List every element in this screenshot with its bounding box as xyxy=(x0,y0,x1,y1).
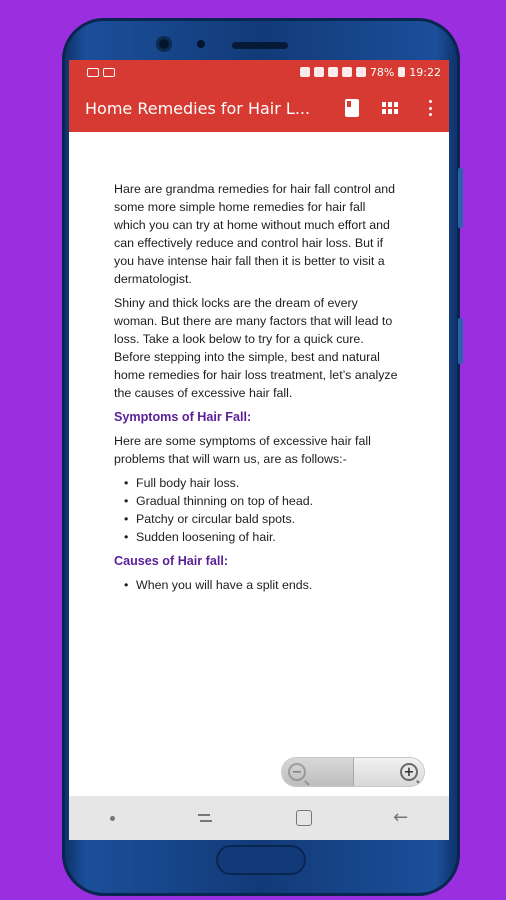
grid-button[interactable] xyxy=(381,99,399,117)
volume-button xyxy=(458,168,463,228)
mute-icon xyxy=(314,67,324,77)
gallery-notification-icon xyxy=(103,68,115,77)
zoom-in-icon: + xyxy=(400,763,418,781)
article-content xyxy=(114,180,399,600)
home-icon[interactable] xyxy=(296,810,312,826)
causes-list xyxy=(114,576,399,594)
grid-icon xyxy=(382,102,398,114)
back-icon[interactable]: ← xyxy=(393,807,409,828)
zoom-out-button[interactable] xyxy=(282,758,354,786)
intro-paragraph: Hare are grandma remedies for hair fall control and some more simple home remedies for hair fall which you can try at home without much effort and can effectively reduce and control hair loss. But if you have intense hair fall then it is better to visit a dermatologist. xyxy=(114,182,395,286)
symptoms-list xyxy=(114,474,399,546)
second-paragraph: Shiny and thick locks are the dream of every woman. But there are many factors that will lead to loss. Take a look below to try for a quick cure. Before stepping into the simple, best and natural home remedies for hair loss treatment, let’s analyze the causes of excessive hair fall. xyxy=(114,296,398,400)
app-bar xyxy=(69,84,449,132)
zoom-in-button[interactable] xyxy=(354,758,425,786)
battery-level: 78% xyxy=(369,65,395,79)
bookmark-icon[interactable] xyxy=(345,99,359,117)
app-title: Home Remedies for Hair L... xyxy=(85,98,311,118)
nav-dot-icon[interactable] xyxy=(110,816,115,821)
signal-icon xyxy=(356,67,366,77)
physical-home-button[interactable] xyxy=(216,845,306,875)
status-notifications xyxy=(87,68,115,77)
list-item: • When you will have a split ends. xyxy=(136,576,399,594)
front-camera xyxy=(156,36,172,52)
symptoms-intro: Here are some symptoms of excessive hair fall problems that will warn us, are as follows:- xyxy=(114,434,371,466)
list-item: • Gradual thinning on top of head. xyxy=(136,492,399,510)
causes-heading: Causes of Hair fall: xyxy=(114,554,229,568)
recent-apps-icon[interactable] xyxy=(196,811,214,825)
more-vert-icon xyxy=(427,100,433,116)
clock: 19:22 xyxy=(409,65,441,79)
battery-icon xyxy=(398,67,405,77)
status-bar xyxy=(69,60,449,84)
alarm-icon xyxy=(300,67,310,77)
app-actions xyxy=(345,99,439,117)
status-indicators xyxy=(300,66,441,79)
list-item: • Sudden loosening of hair. xyxy=(136,528,399,546)
symptoms-heading: Symptoms of Hair Fall: xyxy=(114,410,252,424)
data-icon xyxy=(342,67,352,77)
proximity-sensor xyxy=(197,40,205,48)
system-nav-bar xyxy=(69,796,449,840)
list-item: • Full body hair loss. xyxy=(136,474,399,492)
wifi-icon xyxy=(328,67,338,77)
image-notification-icon xyxy=(87,68,99,77)
zoom-control xyxy=(282,758,424,786)
earpiece xyxy=(232,42,288,49)
zoom-out-icon: − xyxy=(288,763,306,781)
power-button xyxy=(458,318,463,364)
list-item: • Patchy or circular bald spots. xyxy=(136,510,399,528)
more-options-button[interactable] xyxy=(421,99,439,117)
screen xyxy=(69,60,449,840)
